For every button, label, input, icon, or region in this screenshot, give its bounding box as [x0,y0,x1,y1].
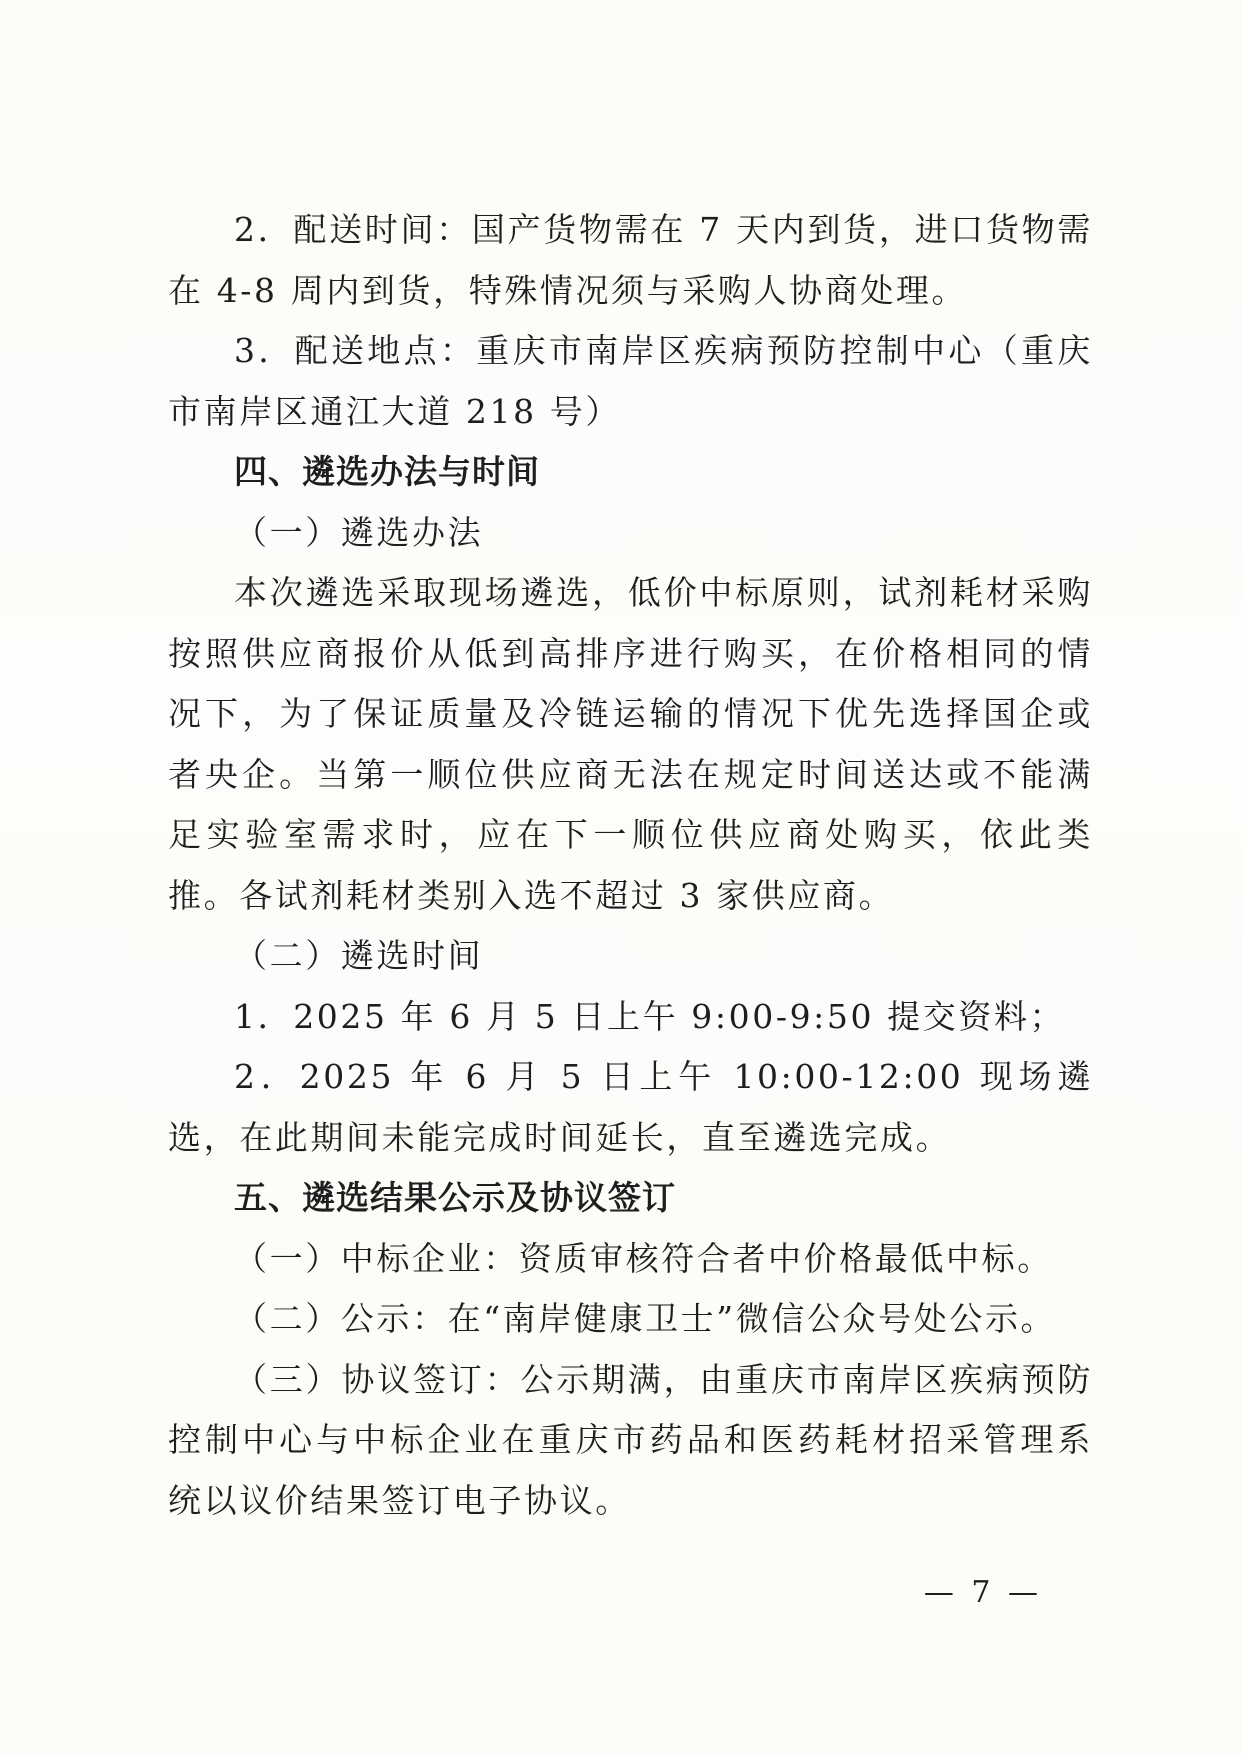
paragraph-delivery-time: 2．配送时间：国产货物需在 7 天内到货，进口货物需在 4-8 周内到货，特殊情况须与采购人协商处理。 [168,210,1093,310]
heading-selection-method-and-time: 四、遴选办法与时间 [234,452,540,491]
subheading-selection-time: （二）遴选时间 [234,936,484,975]
page-number: — 7 — [923,1575,1042,1610]
paragraph-winning-company: （一）中标企业：资质审核符合者中价格最低中标。 [234,1238,1053,1278]
paragraph-delivery-location: 3．配送地点：重庆市南岸区疾病预防控制中心（重庆市南岸区通江大道 218 号） [168,331,1093,431]
document-body [168,200,1093,1531]
paragraph-selection-method: 本次遴选采取现场遴选，低价中标原则，试剂耗材采购按照供应商报价从低到高排序进行购买，在价格相同的情况下，为了保证质量及冷链运输的情况下优先选择国企或者央企。当第一顺位供应商无法在规定时间送达或不能满足实验室需求时，应在下一顺位供应商处购买，依此类推。各试剂耗材类别入选不超过 3 家供应商。 [168,573,1093,915]
heading-results-and-agreement: 五、遴选结果公示及协议签订 [234,1178,676,1217]
paragraph-agreement-signing: （三）协议签订：公示期满，由重庆市南岸区疾病预防控制中心与中标企业在重庆市药品和医药耗材招采管理系统以议价结果签订电子协议。 [168,1359,1093,1520]
paragraph-onsite-selection-time: 2．2025 年 6 月 5 日上午 10:00-12:00 现场遴选，在此期间未能完成时间延长，直至遴选完成。 [168,1057,1093,1157]
subheading-selection-method: （一）遴选办法 [234,512,484,552]
paragraph-submission-time: 1．2025 年 6 月 5 日上午 9:00-9:50 提交资料； [234,996,1066,1036]
paragraph-publicity: （二）公示：在“南岸健康卫士”微信公众号处公示。 [234,1299,1057,1338]
